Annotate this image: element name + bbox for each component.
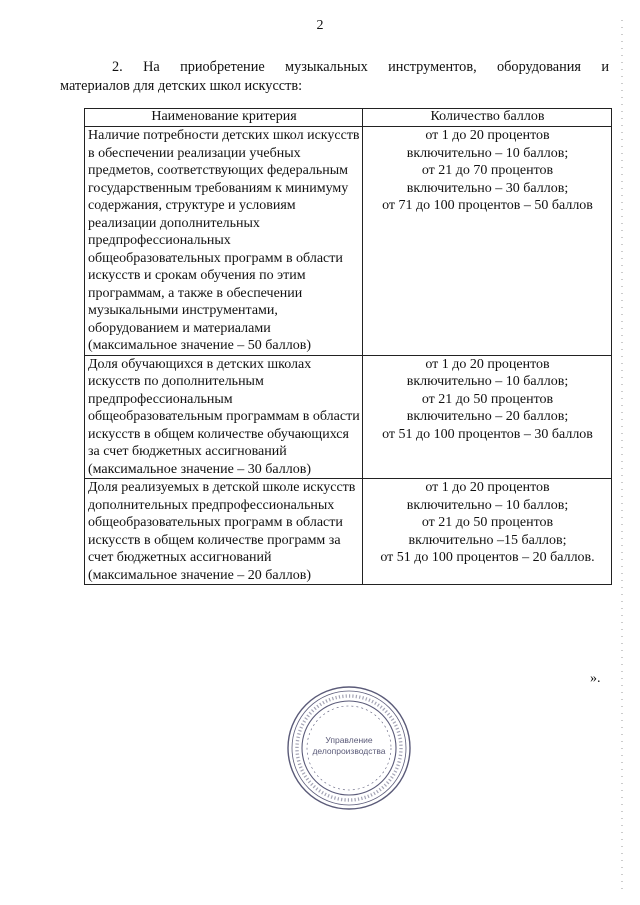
seal-stamp bbox=[285, 684, 413, 812]
intro-line-2: материалов для детских школ искусств: bbox=[60, 78, 303, 94]
criterion-cell: Доля реализуемых в детской школе искусств дополнительных предпрофессиональных общеобразовательных программ в области искусств в общем количестве программ за счет бюджетных ассигнований (максимальное значение – 20 баллов) bbox=[85, 479, 363, 585]
margin-dotted-line bbox=[621, 0, 623, 905]
header-criterion: Наименование критерия bbox=[85, 109, 363, 127]
header-points: Количество баллов bbox=[363, 109, 612, 127]
points-line: от 21 до 70 процентов bbox=[421, 163, 554, 178]
points-line: включительно – 10 баллов; bbox=[406, 145, 569, 161]
points-line: от 21 до 50 процентов bbox=[421, 515, 554, 530]
points-line: от 51 до 100 процентов – 30 баллов bbox=[382, 426, 593, 442]
points-line: от 51 до 100 процентов – 20 баллов. bbox=[380, 550, 595, 565]
closing-quote-mark: ». bbox=[590, 671, 601, 686]
table-row bbox=[85, 479, 612, 585]
points-line: от 71 до 100 процентов – 50 баллов bbox=[382, 198, 593, 213]
points-line: от 1 до 20 процентов bbox=[425, 356, 550, 372]
table-row bbox=[85, 127, 612, 356]
criterion-cell: Доля обучающихся в детских школах искусств по дополнительным предпрофессиональным общеобразовательным программам в области искусств в общем количестве обучающихся за счет бюджетных ассигнований (максимальное значение – 30 баллов) bbox=[85, 355, 363, 479]
points-line: включительно – 10 баллов; bbox=[406, 374, 569, 389]
table-header-row bbox=[85, 109, 612, 127]
page-number: 2 bbox=[316, 18, 324, 33]
points-line: от 21 до 50 процентов bbox=[421, 391, 554, 407]
seal-text-line-1: Управление bbox=[325, 735, 373, 745]
intro-paragraph bbox=[60, 58, 609, 96]
criterion-cell: Наличие потребности детских школ искусств в обеспечении реализации учебных предметов, соответствующих федеральным государственным требованиям к минимуму содержания, структуре и условиям реализации дополнительных предпрофессиональных общеобразовательных программ в области искусств и срокам обучения по этим программам, а также в обеспечении музыкальными инструментами, оборудованием и материалами (максимальное значение – 50 баллов) bbox=[85, 127, 363, 356]
points-cell bbox=[363, 127, 612, 356]
points-line: включительно – 10 баллов; bbox=[406, 497, 569, 513]
points-line: от 1 до 20 процентов bbox=[425, 480, 550, 495]
seal-text-line-2: делопроизводства bbox=[312, 746, 386, 756]
points-cell bbox=[363, 355, 612, 479]
table-row bbox=[85, 355, 612, 479]
intro-line-1: 2. На приобретение музыкальных инструментов, оборудования и bbox=[112, 59, 609, 75]
points-cell bbox=[363, 479, 612, 585]
points-line: от 1 до 20 процентов bbox=[425, 128, 550, 143]
points-line: включительно – 30 баллов; bbox=[406, 180, 569, 196]
points-line: включительно – 20 баллов; bbox=[406, 409, 569, 424]
points-line: включительно –15 баллов; bbox=[408, 532, 567, 548]
criteria-table bbox=[84, 108, 612, 585]
